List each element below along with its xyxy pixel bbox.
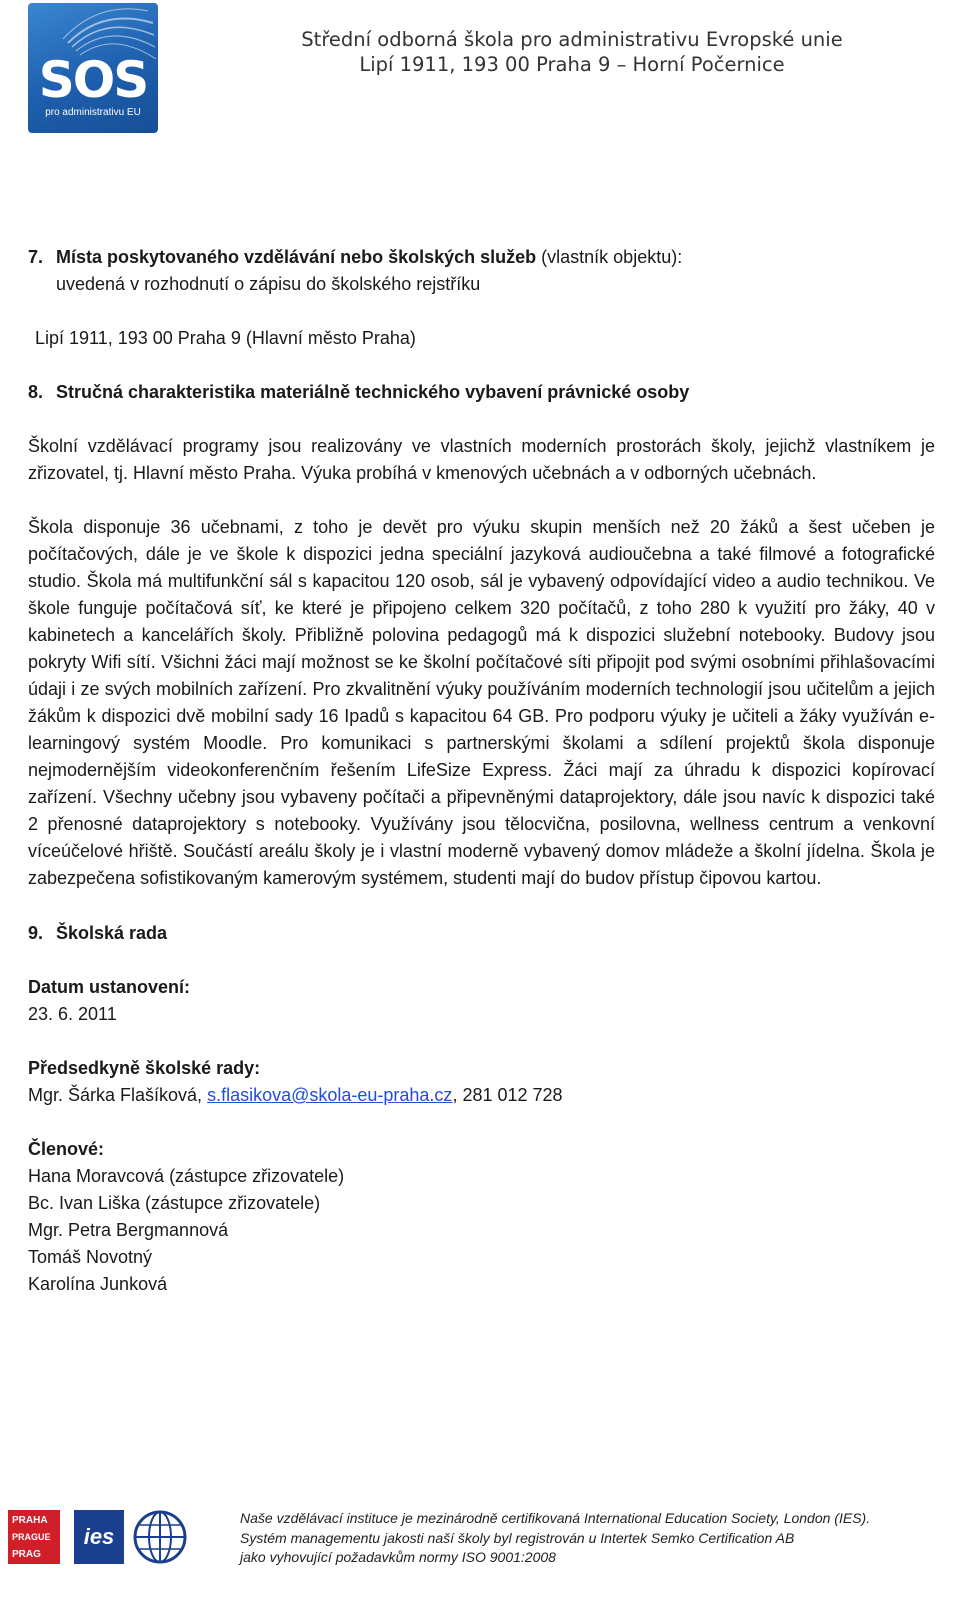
member-list [28,1163,935,1298]
list-item: Karolína Junková [28,1274,168,1294]
prague-logo [8,1510,60,1564]
chair-email-link[interactable]: s.flasikova@skola-eu-praha.cz [207,1085,453,1105]
chair-contact [28,1082,935,1109]
certification-note [240,1509,870,1568]
school-logo [28,3,158,133]
list-item: Bc. Ivan Liška (zástupce zřizovatele) [28,1193,321,1213]
section-7-number: 7. [28,247,44,267]
section-8-paragraph-1: Školní vzdělávací programy jsou realizovány ve vlastních moderních prostorách školy, jejichž vlastníkem je zřizovatel, tj. Hlavní město Praha. Výuka probíhá v kmenových učebnách a v odborných učebnách. [28,436,935,483]
chair-name: Mgr. Šárka Flašíková, [28,1085,208,1105]
prague-logo-line: PRAHA [12,1515,48,1526]
list-item: Mgr. Petra Bergmannová [28,1220,229,1240]
ies-logo: ies [74,1510,124,1564]
certification-line-1: Naše vzdělávací instituce je mezinárodně certifikovaná International Education Society, London (IES). [240,1510,871,1526]
school-address: Lipí 1911, 193 00 Praha 9 – Horní Počernice [359,53,785,76]
section-7-title-note: (vlastník objektu): [536,247,683,267]
members-label: Členové: [28,1139,105,1159]
document-body [28,244,935,1298]
prague-logo-line: PRAG [12,1549,41,1560]
page-footer [0,1505,960,1605]
section-8-heading [28,379,935,406]
list-item: Tomáš Novotný [28,1247,153,1267]
section-9-heading [28,920,935,947]
certification-line-3: jako vyhovující požadavkům normy ISO 9001:2008 [240,1549,556,1565]
section-7-address: Lipí 1911, 193 00 Praha 9 (Hlavní město Praha) [35,328,416,348]
section-9-title: Školská rada [56,923,168,943]
page-header [272,27,872,77]
chair-label: Předsedkyně školské rady: [28,1058,261,1078]
section-8-title: Stručná charakteristika materiálně technického vybavení právnické osoby [56,382,690,402]
section-8-number: 8. [28,382,44,402]
date-label: Datum ustanovení: [28,977,191,997]
date-value: 23. 6. 2011 [28,1004,117,1024]
certification-line-2: Systém managementu jakosti naší školy byl registrován u Intertek Semko Certification AB [240,1529,795,1546]
section-7-subtitle: uvedená v rozhodnutí o zápisu do školského rejstříku [56,274,481,294]
section-7-title: Místa poskytovaného vzdělávání nebo školských služeb [56,247,537,267]
logo-subtext: pro administrativu EU [45,107,141,118]
section-8-paragraph-2: Škola disponuje 36 učebnami, z toho je devět pro výuku skupin menších než 20 žáků a šest učeben je počítačových, dále je ve škole k dispozici jedna speciální jazyková audioučebna a také filmové a fotografické studio. Škola má multifunkční sál s kapacitou 120 osob, sál je vybavený odpovídající video a audio technikou. Ve škole funguje počítačová síť, ke které je připojeno celkem 320 počítačů, z toho 280 k využití pro žáky, 40 v kabinetech a kancelářích školy. Přibližně polovina pedagogů má k dispozici služební notebooky. Budovy jsou pokryty Wifi sítí. Všichni žáci mají možnost se ke školní počítačové síti připojit pod svými osobními přihlašovacími údaji i ze svých mobilních zařízení. Pro zkvalitnění výuky používáním moderních technologií jsou učitelům a jejich žákům k dispozici dvě mobilní sady 16 Ipadů s kapacitou 64 GB. Pro podporu výuky je učiteli a žáky využíván e-learningový systém Moodle. Pro komunikaci s partnerskými školami a sdílení projektů škola disponuje nejmodernějším videokonferenčním řešením LifeSize Express. Žáci mají za úhradu k dispozici kopírovací zařízení. Všechny učebny jsou vybaveny počítači a připevněnými dataprojektory, dále jsou navíc k dispozici také 2 přenosné dataprojektory s notebooky. Využívány jsou tělocvična, posilovna, wellness centrum a venkovní víceúčelové hřiště. Součástí areálu školy je i vlastní moderně vybavený domov mládeže a školní jídelna. Škola je zabezpečena sofistikovaným kamerovým systémem, studenti mají do budov přístup čipovou kartou. [28,517,935,888]
section-7-heading [28,244,935,271]
list-item: Hana Moravcová (zástupce zřizovatele) [28,1166,345,1186]
chair-phone: , 281 012 728 [452,1085,563,1105]
section-9-number: 9. [28,923,44,943]
prague-logo-line: PRAGUE [12,1532,51,1542]
logo-text: SOS [38,51,148,109]
school-name: Střední odborná škola pro administrativu Evropské unie [301,28,843,51]
intertek-globe-icon [132,1507,188,1565]
